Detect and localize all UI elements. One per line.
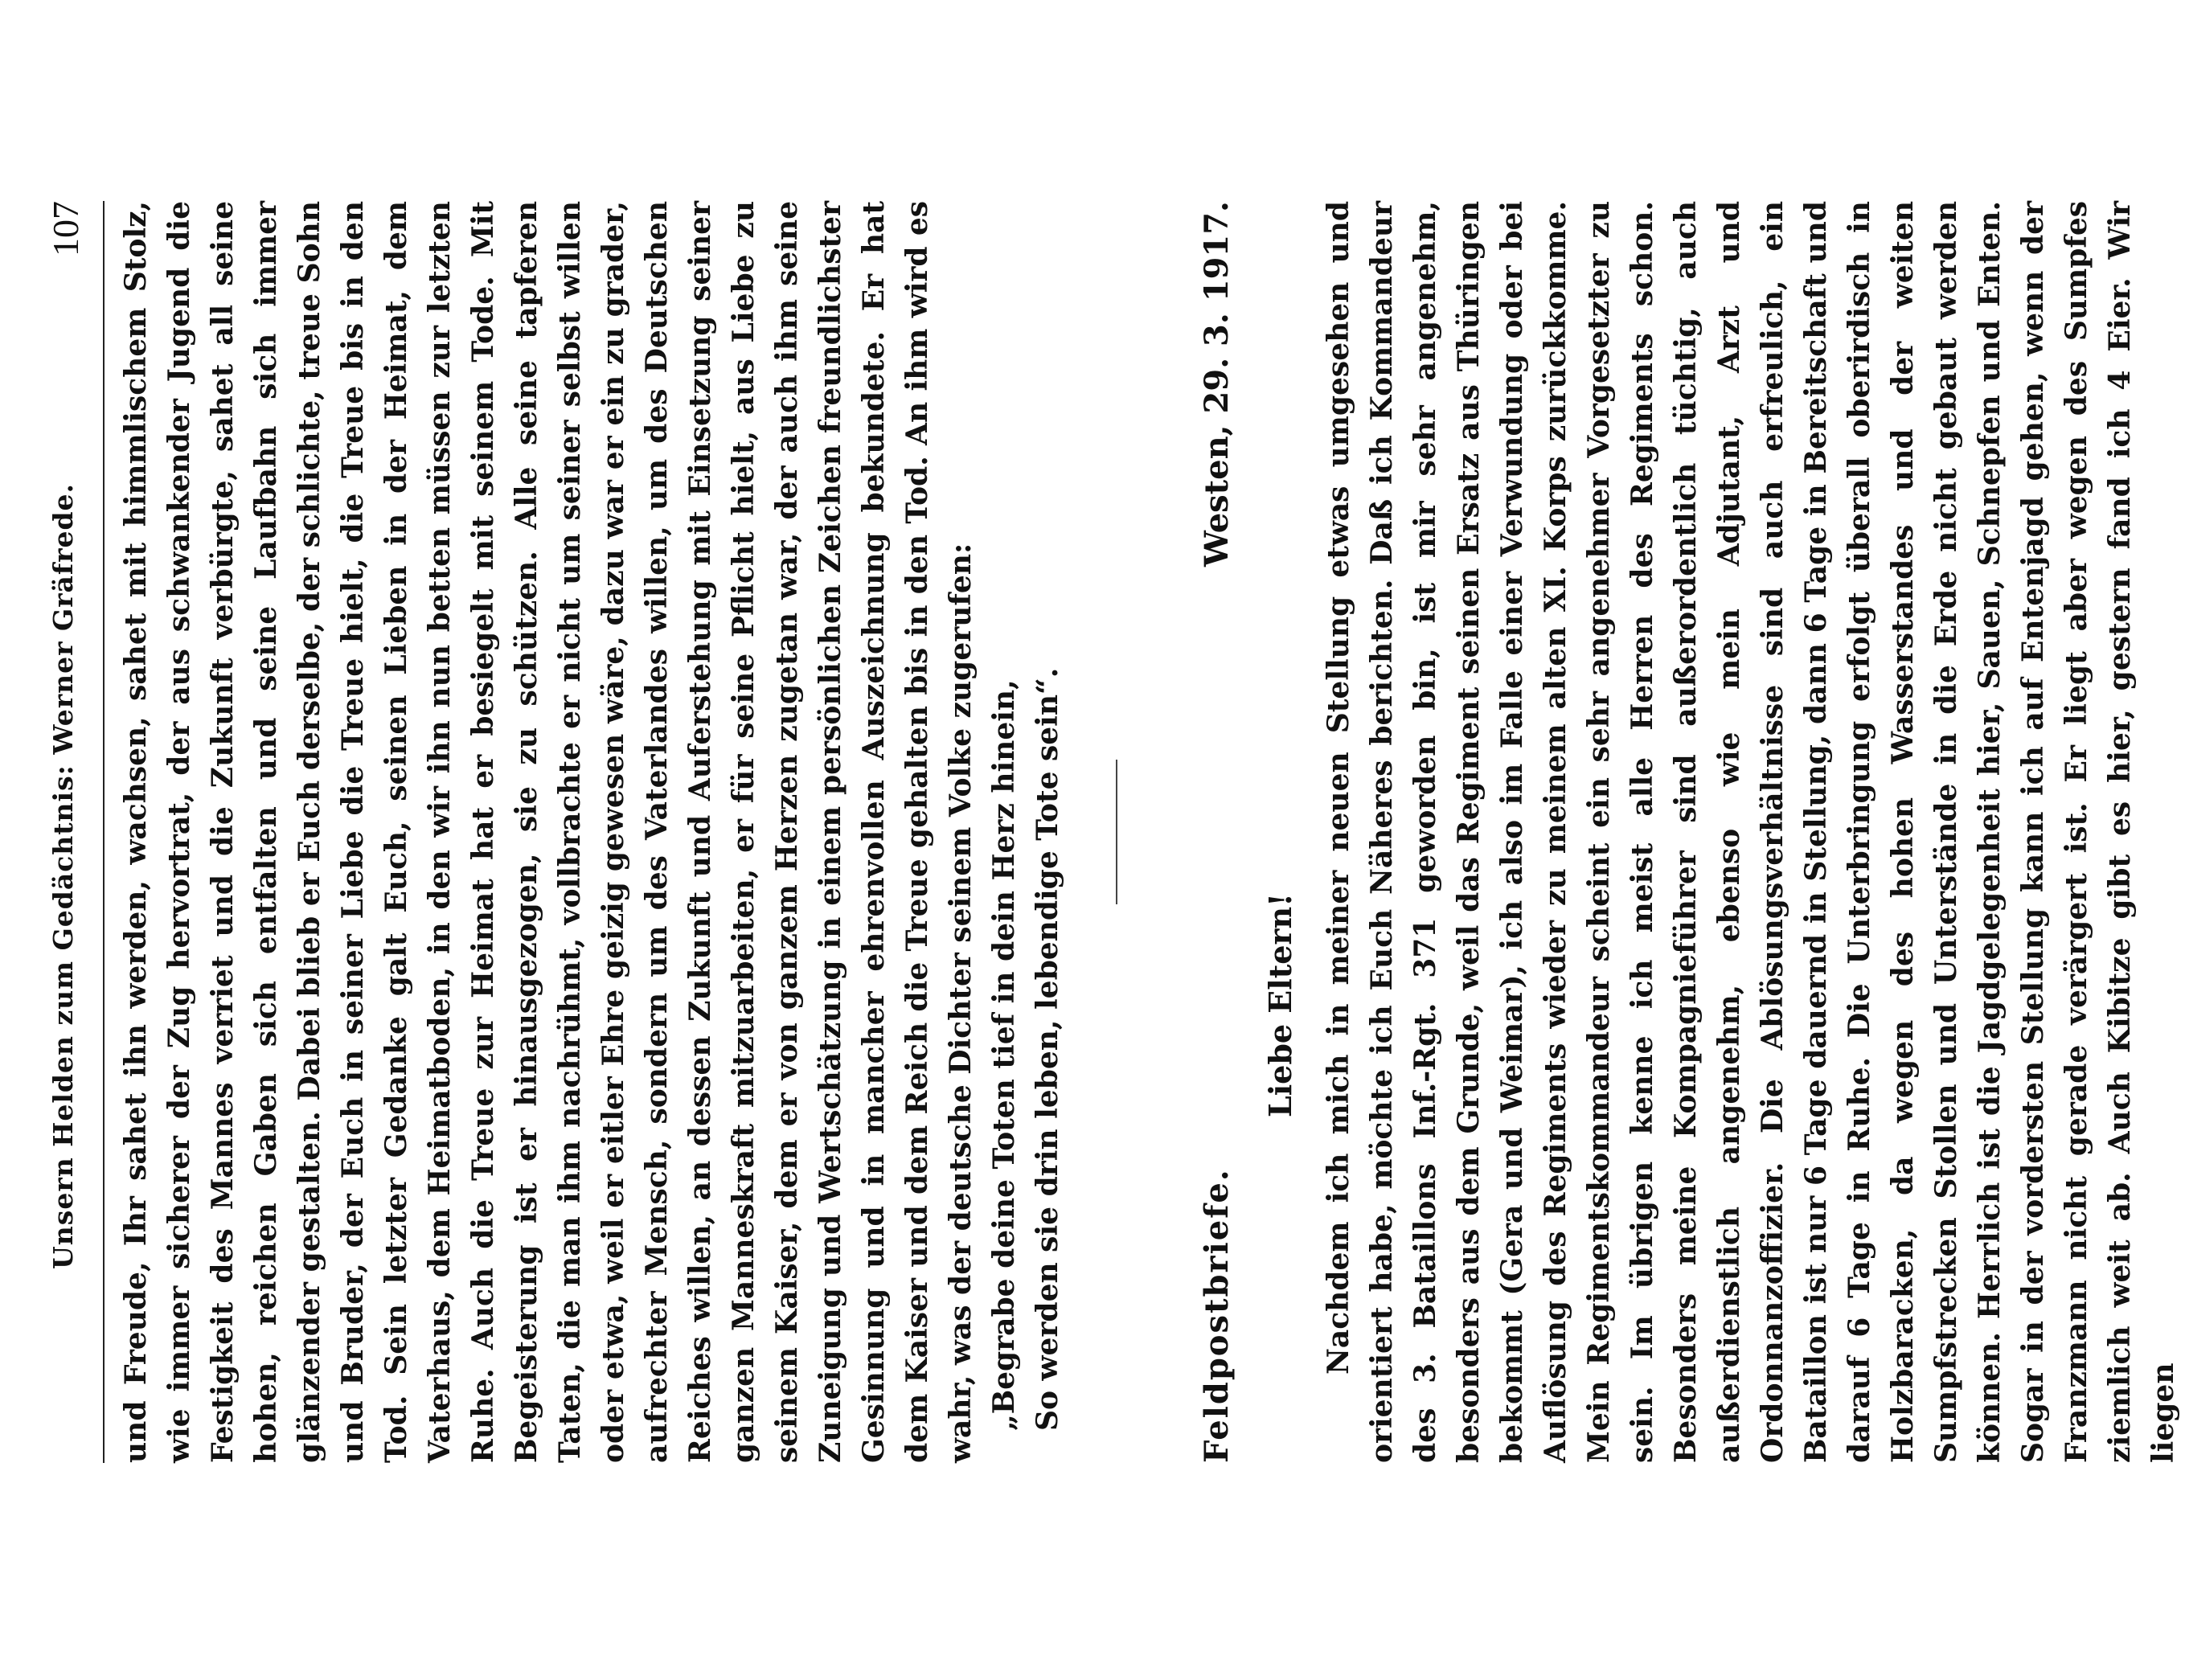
page-header (44, 201, 100, 1463)
letter-paragraph (1317, 201, 2185, 1463)
paragraph-text: Nachdem ich mich in meiner neuen Stellung etwas umgesehen und orientiert habe, möchte ich Euch Näheres berichten. Daß ich Kommandeur des 3. Bataillons Inf.-Rgt. 371 geworden bin, ist mir sehr angenehm, besonders aus dem Grunde, weil das Regiment seinen Ersatz aus Thüringen bekommt (Gera und Weimar), ich also im Falle einer Verwundung oder bei Auflösung des Regiments wieder zu meinem alten XI. Korps zurückkomme. Mein Regimentskommandeur scheint ein sehr angenehmer Vorgesetzter zu sein. Im übrigen kenne ich meist alle Herren des Regiments schon. Besonders meine Kompagnieführer sind außerordentlich tüchtig, auch außerdienstlich angenehm, ebenso wie mein Adjutant, Arzt und Ordonnanzoffizier. Die Ablösungsverhältnisse sind auch erfreulich, ein Bataillon ist nur 6 Tage dauernd in Stellung, dann 6 Tage in Bereitschaft und darauf 6 Tage in Ruhe. Die Unterbringung erfolgt überall oberirdisch in Holzbaracken, da wegen des hohen Wasserstandes und der weiten Sumpfstrecken Stollen und Unterstände in die Erde nicht gebaut werden können. Herrlich ist die Jagdgelegenheit hier, Sauen, Schnepfen und Enten. Sogar in der vordersten Stellung kann ich auf Entenjagd gehen, wenn der Franzmann nicht gerade verärgert ist. Er liegt aber wegen des Sumpfes ziemlich weit ab. Auch Kibitze gibt es hier, gestern fand ich 4 Eier. Wir liegen (1322, 201, 2180, 1463)
section-title: Feldpostbriefe. (1198, 1168, 1236, 1463)
page-number: 107 (45, 201, 86, 256)
section-divider (1116, 760, 1117, 904)
letter-dateline: Westen, 29. 3. 1917. (1198, 201, 1236, 567)
letter-salutation: Liebe Eltern! (1262, 893, 1298, 1117)
eulogy-paragraph (114, 201, 982, 1463)
header-rule (103, 201, 105, 1463)
paragraph-text: und Freude, Ihr sahet ihn werden, wachsen, sahet mit himmlischem Stolz, wie immer sicherer der Zug hervortrat, der aus schwankender Jugend die Festigkeit des Mannes verriet und die Zukunft verbürgte, sahet all seine hohen, reichen Gaben sich entfalten und seine Laufbahn sich immer glänzender gestalten. Dabei blieb er Euch derselbe, der schlichte, treue Sohn und Bruder, der Euch in seiner Liebe die Treue hielt, die Treue bis in den Tod. Sein letzter Gedanke galt Euch, seinen Lieben in der Heimat, dem Vaterhaus, dem Heimatboden, in den wir ihn nun betten müssen zur letzten Ruhe. Auch die Treue zur Heimat hat er besiegelt mit seinem Tode. Mit Begeisterung ist er hinausgezogen, sie zu schützen. Alle seine tapferen Taten, die man ihm nachrühmt, vollbrachte er nicht um seiner selbst willen oder etwa, weil er eitler Ehre geizig gewesen wäre, dazu war er ein zu grader, aufrechter Mensch, sondern um des Vaterlandes willen, um des Deutschen Reiches willen, an dessen Zukunft und Auferstehung mit Einsetzung seiner ganzen Manneskraft mitzuarbeiten, er für seine Pflicht hielt, aus Liebe zu seinem Kaiser, dem er von ganzem Herzen zugetan war, der auch ihm seine Zuneigung und Wertschätzung in einem persönlichen Zeichen freundlichster Gesinnung und in mancher ehrenvollen Auszeichnung bekundete. Er hat dem Kaiser und dem Reich die Treue gehalten bis in den Tod. An ihm wird es wahr, was der deutsche Dichter seinem Volke zugerufen: (119, 201, 978, 1463)
quote-line-2: So werden sie drin leben, lebendige Tote sein“. (1031, 667, 1064, 1431)
quote-line-1: „Begrabe deine Toten tief in dein Herz hinein, (987, 679, 1021, 1431)
running-title: Unsern Helden zum Gedächtnis: Werner Gräfrede. (47, 482, 79, 1270)
